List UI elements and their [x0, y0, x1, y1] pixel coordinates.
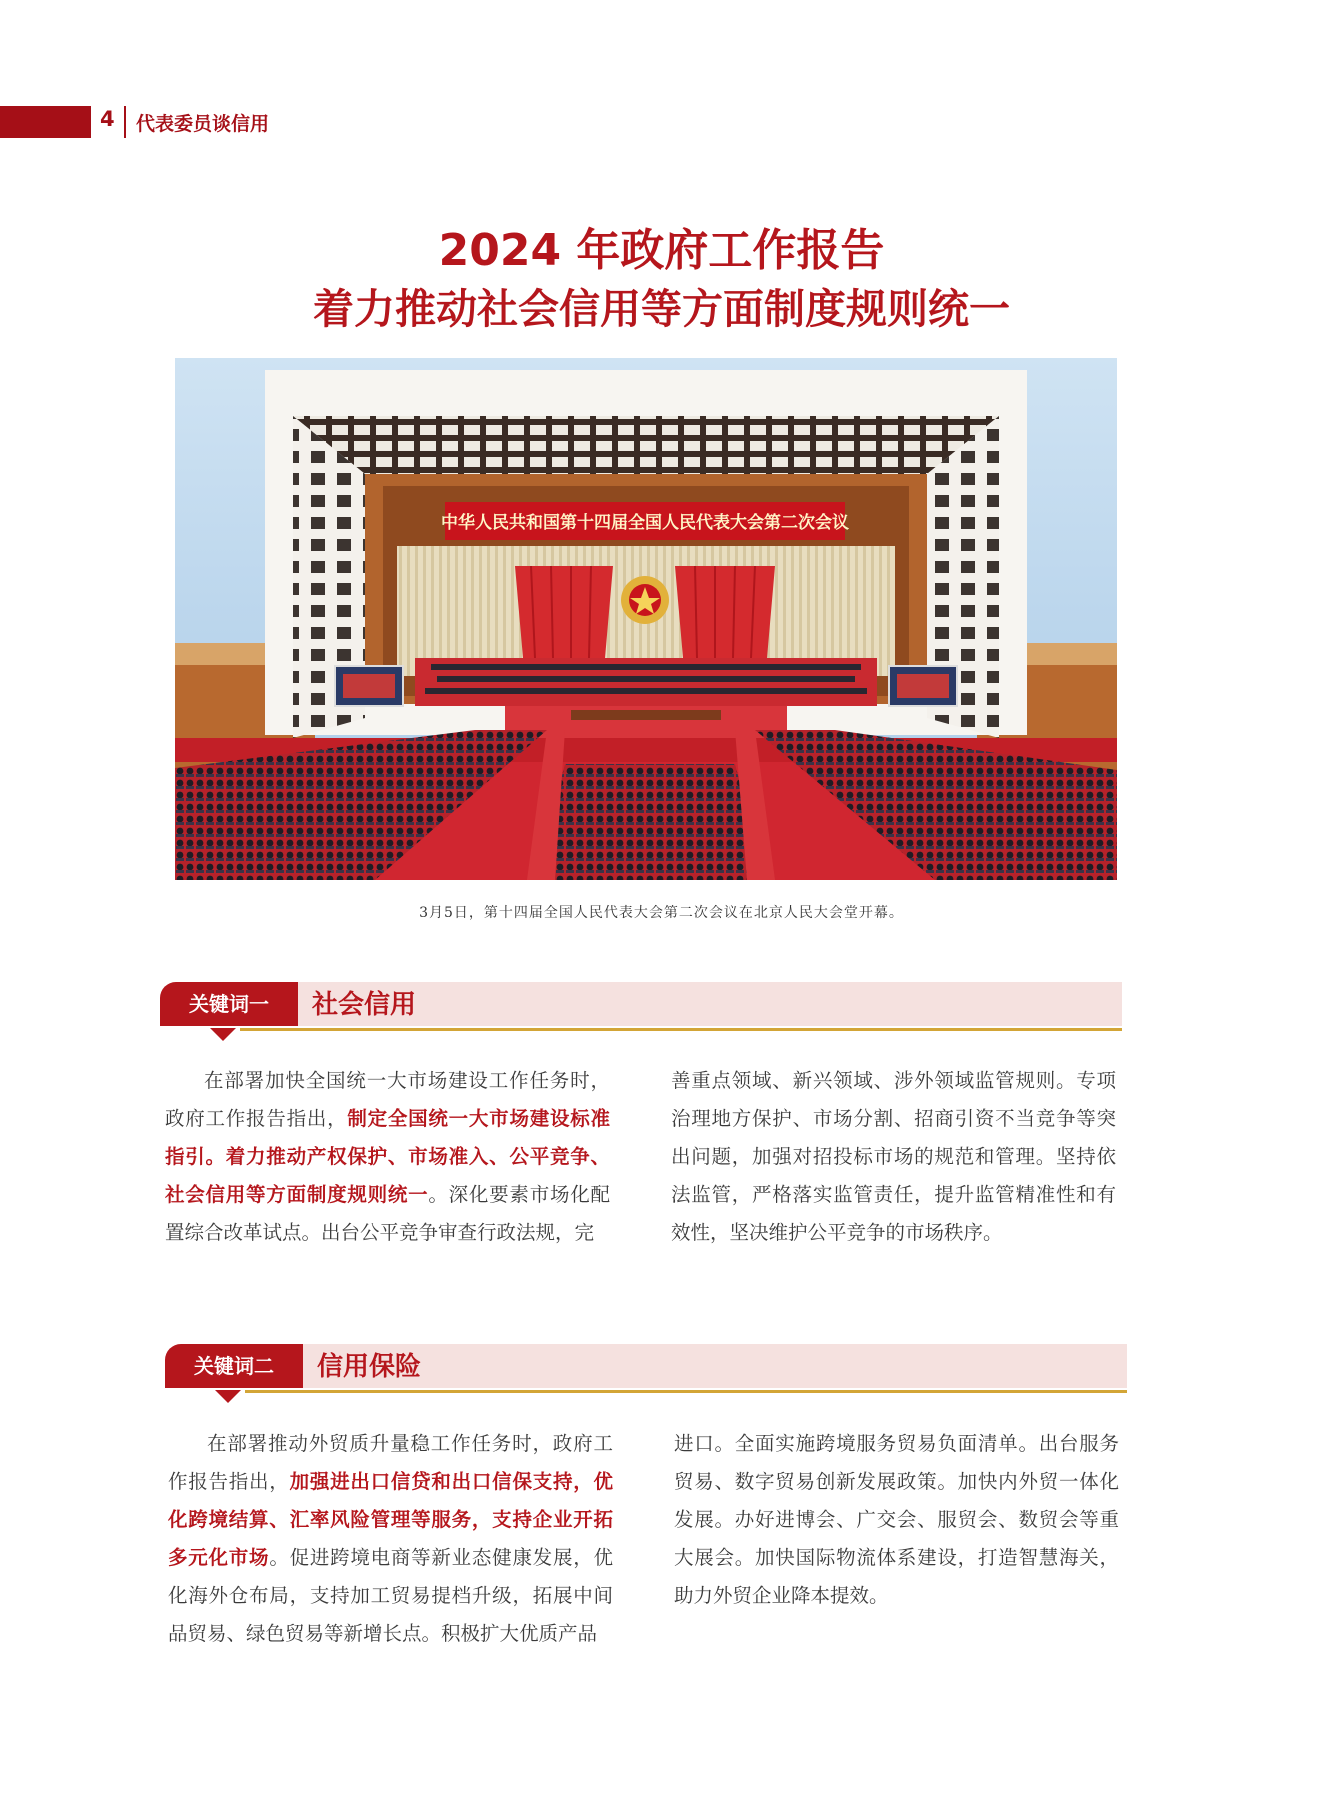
stage-banner-text: 中华人民共和国第十四届全国人民代表大会第二次会议 [441, 513, 849, 533]
body-text: 在部署加快全国统一大市场建设工作任务时，政府工作报告指出， [165, 1069, 610, 1130]
body-text: 进口。全面实施跨境服务贸易负面清单。出台服务贸易、数字贸易创新发展政策。加快内外贸一体化发展。办好进博会、广交会、服贸会、数贸会等重大展会。加快国际物流体系建设，打造智慧海关，助力外贸企业降本提效。 [674, 1432, 1119, 1607]
keyword2-column-right [674, 1425, 1119, 1615]
section-title: 代表委员谈信用 [136, 113, 270, 135]
keyword-underline [240, 1028, 1122, 1031]
header-divider [124, 106, 126, 138]
keyword-header-1 [160, 982, 1122, 1042]
keyword-header-2 [165, 1344, 1127, 1404]
keyword-pointer [215, 1390, 241, 1403]
keyword-underline [245, 1390, 1127, 1393]
congress-hall-photo [175, 358, 1117, 880]
keyword1-column-left [165, 1062, 610, 1252]
article-title-line1: 2024 年政府工作报告 [438, 225, 885, 276]
keyword1-column-right [671, 1062, 1116, 1252]
header-bar [0, 106, 91, 138]
keyword-tag: 关键词一 [160, 982, 298, 1026]
keyword-name: 信用保险 [317, 1352, 422, 1382]
keyword2-column-left [168, 1425, 613, 1653]
body-text: 。深化要素市场化配置综合改革试点。出台公平竞争审查行政法规，完 [165, 1183, 610, 1244]
keyword-tag: 关键词二 [165, 1344, 303, 1388]
page-number: 4 [100, 107, 115, 131]
highlight-text: 加强进出口信贷和出口信保支持，优化跨境结算、汇率风险管理等服务，支持企业开拓多元化市场 [168, 1470, 613, 1569]
keyword-name: 社会信用 [312, 990, 417, 1020]
body-text: 善重点领域、新兴领域、涉外领域监管规则。专项治理地方保护、市场分割、招商引资不当竞争等突出问题，加强对招投标市场的规范和管理。坚持依法监管，严格落实监管责任，提升监管精准性和有效性，坚决维护公平竞争的市场秩序。 [671, 1069, 1116, 1244]
body-text: 在部署推动外贸质升量稳工作任务时，政府工作报告指出， [168, 1432, 613, 1493]
photo-caption: 3月5日，第十四届全国人民代表大会第二次会议在北京人民大会堂开幕。 [419, 905, 904, 921]
body-text: 。促进跨境电商等新业态健康发展，优化海外仓布局，支持加工贸易提档升级，拓展中间品贸易、绿色贸易等新增长点。积极扩大优质产品 [168, 1546, 613, 1645]
article-title-line2: 着力推动社会信用等方面制度规则统一 [313, 285, 1010, 333]
keyword-pointer [210, 1028, 236, 1041]
highlight-text: 制定全国统一大市场建设标准指引。着力推动产权保护、市场准入、公平竞争、社会信用等方面制度规则统一 [165, 1107, 610, 1206]
